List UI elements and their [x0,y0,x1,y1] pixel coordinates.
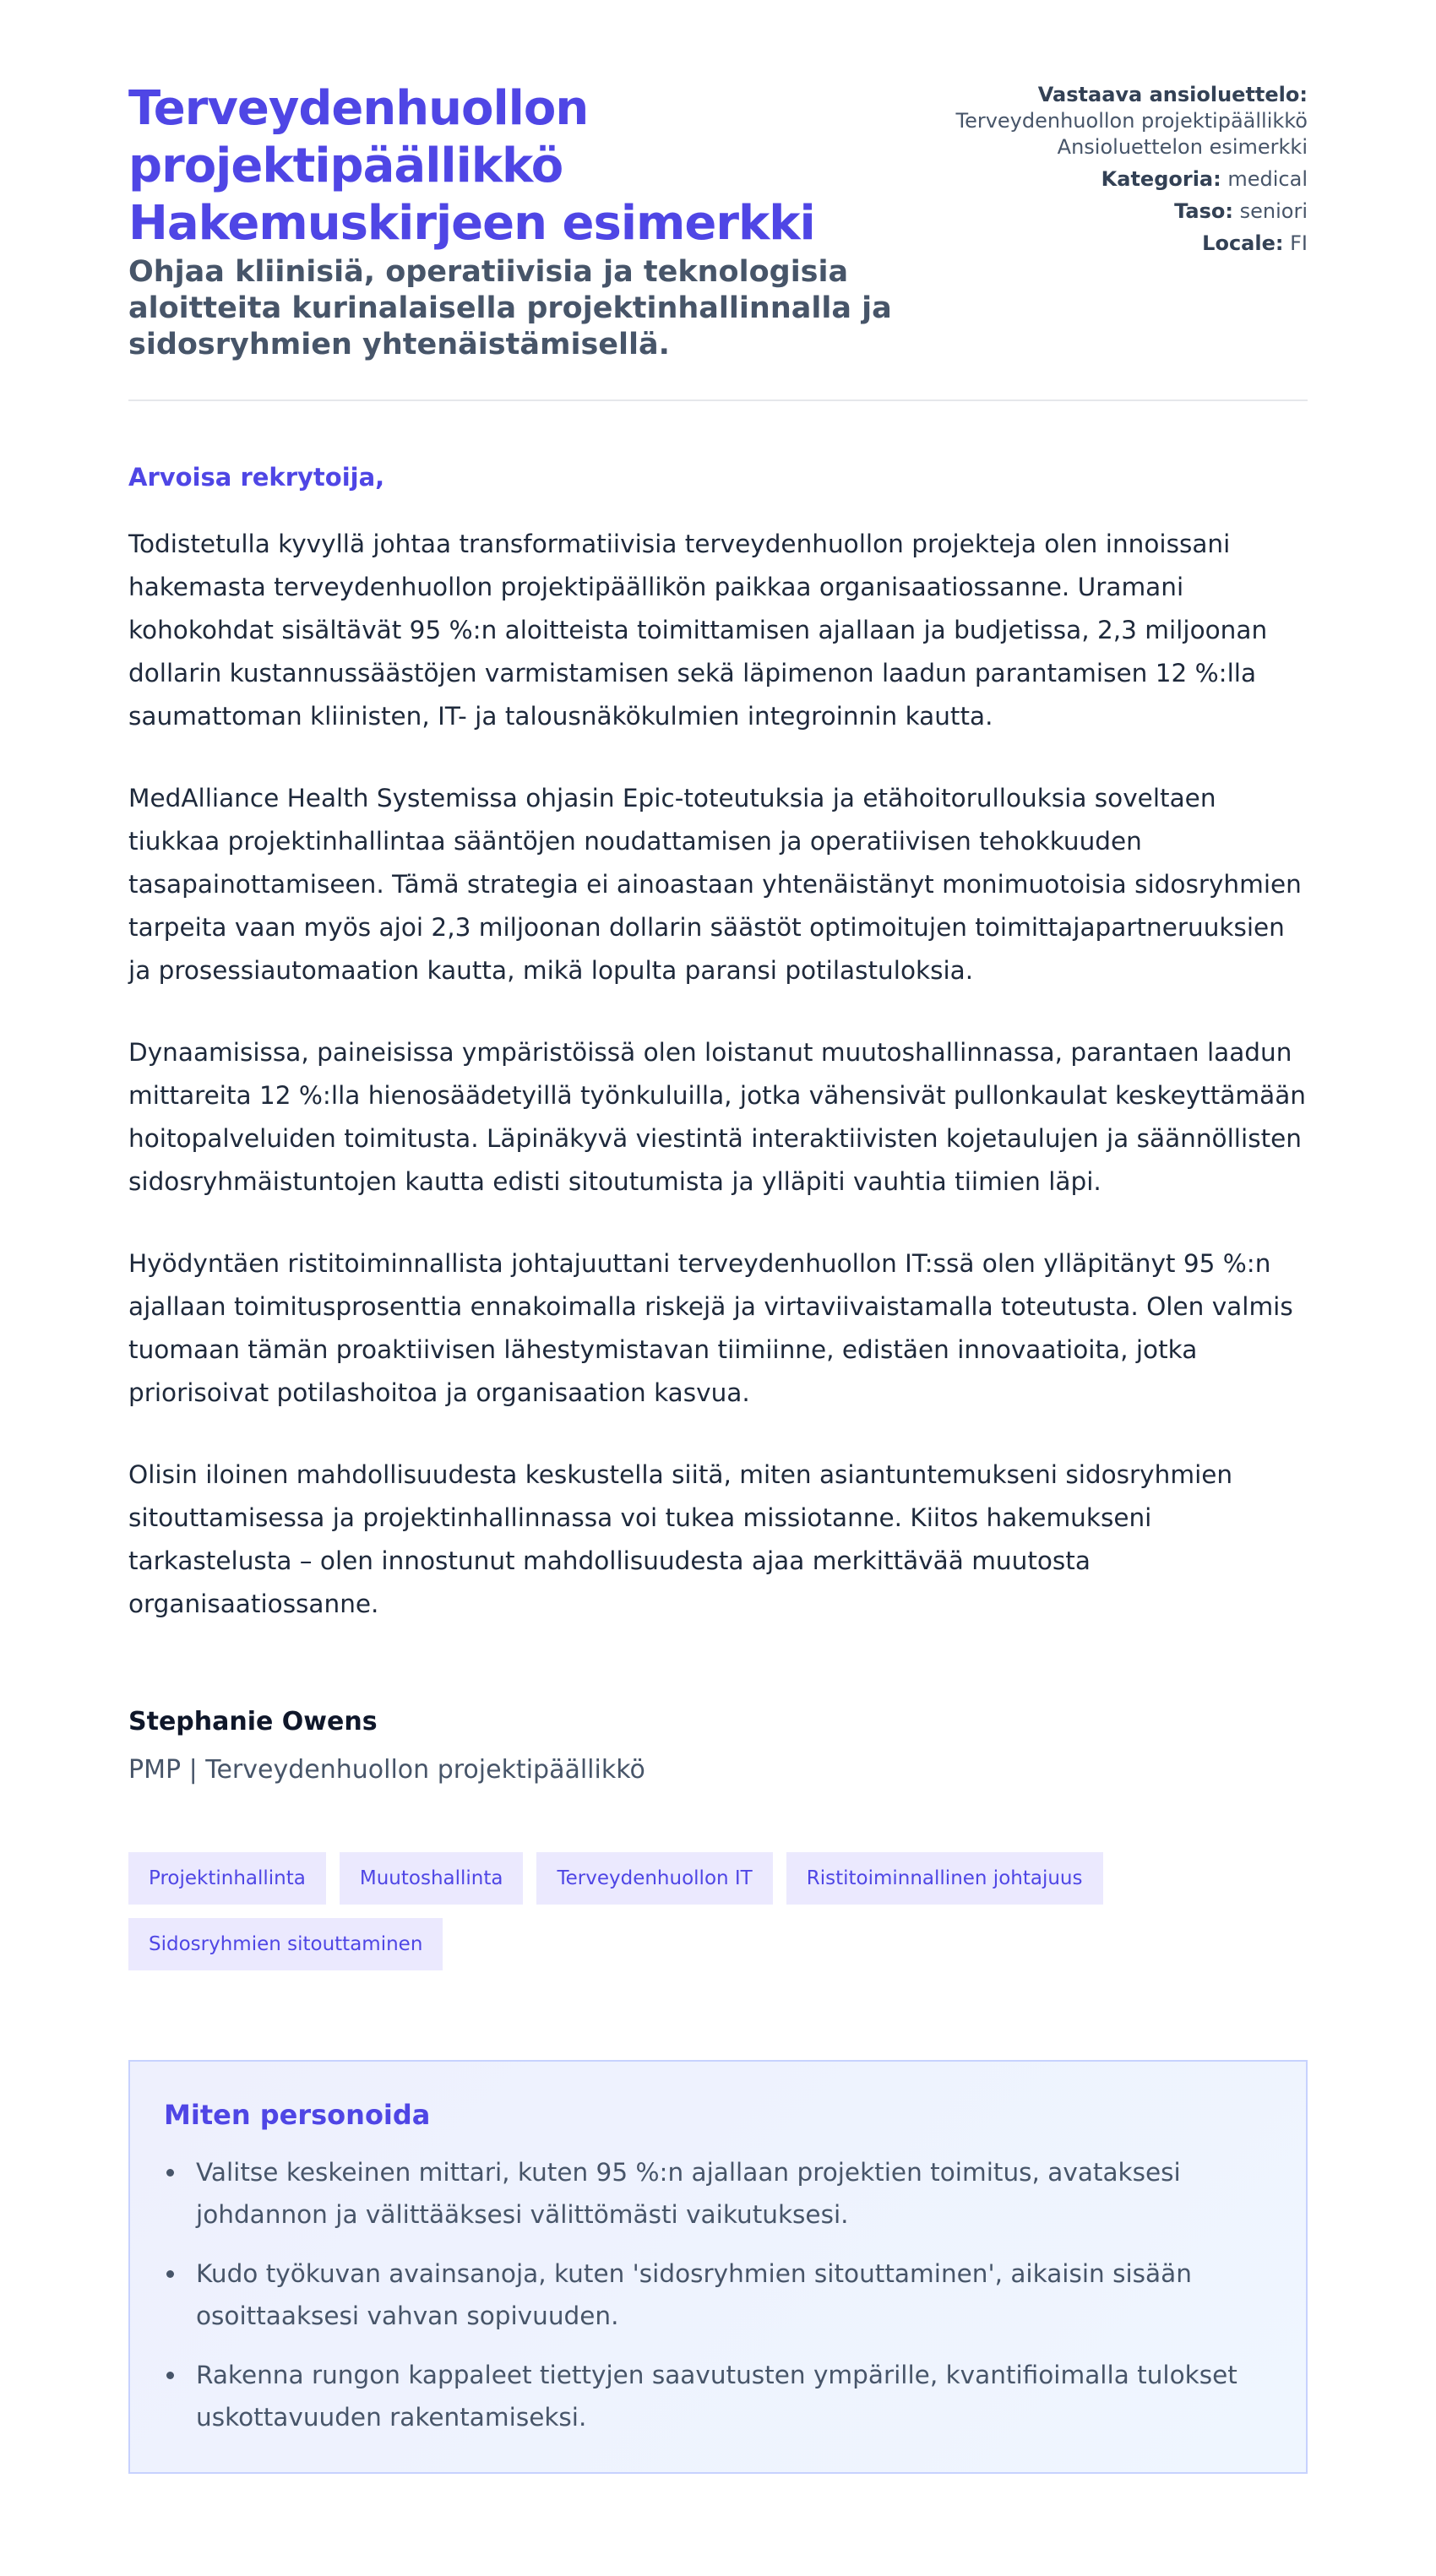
greeting: Arvoisa rekrytoija, [128,463,385,492]
tips-list [164,2151,1272,2438]
skill-tag: Sidosryhmien sitouttaminen [128,1918,443,1970]
letter-paragraph: Todistetulla kyvyllä johtaa transformatiivisia terveydenhuollon projekteja olen innoissani hakemasta terveydenhuollon projektipäällikön paikkaa organisaatiossanne. Uramani kohokohdat sisältävät 95 %:n aloitteista toimittamisen ajallaan ja budjetissa, 2,3 miljoonan dollarin kustannussäästöjen varmistamisen sekä läpimenon laadun parantamisen 12 %:lla saumattoman kliinisten, IT- ja talousnäkökulmien integroinnin kautta. [128,530,1268,731]
skill-tag: Muutoshallinta [340,1852,524,1905]
letter-body [128,460,1308,2474]
signature-name: Stephanie Owens [128,1707,378,1736]
document-header [128,0,1308,401]
tips-title: Miten personoida [164,2099,431,2131]
meta-locale [868,231,1308,257]
letter-paragraph: Dynaamisissa, paineisissa ympäristöissä olen loistanut muutoshallinnassa, parantaen laadun mittareita 12 %:lla hienosäädetyillä työnkuluilla, jotka vähensivät pullonkaulat keskeyttämään hoitopalveluiden toimitusta. Läpinäkyvä viestintä interaktiivisten kojetaulujen ja säännöllisten sidosryhmäistuntojen kautta edisti sitoutumista ja ylläpiti vauhtia tiimien läpi. [128,1038,1306,1196]
tip-item: Kudo työkuvan avainsanoja, kuten 'sidosryhmien sitouttaminen', aikaisin sisään osoittaaksesi vahvan sopivuuden. [164,2253,1272,2337]
meta-category-value: medical [1227,167,1308,191]
skill-tag: Projektinhallinta [128,1852,326,1905]
tip-item: Valitse keskeinen mittari, kuten 95 %:n ajallaan projektien toimitus, avataksesi johdannon ja välittääksesi välittömästi vaikutuksesi. [164,2151,1272,2236]
meta-category [868,166,1308,193]
meta-resume [868,82,1308,160]
skill-tag: Terveydenhuollon IT [536,1852,772,1905]
skill-tags [128,1852,1308,1984]
meta-level [868,198,1308,225]
tip-item: Rakenna rungon kappaleet tiettyjen saavutusten ympärille, kvantifioimalla tulokset uskottavuuden rakentamiseksi. [164,2354,1272,2438]
meta-category-label: Kategoria: [1101,167,1221,191]
personalization-tips [128,2060,1308,2474]
meta-panel [868,82,1308,263]
meta-level-label: Taso: [1174,199,1233,223]
meta-resume-line1[interactable]: Terveydenhuollon projektipäällikkö [955,109,1308,133]
signature [128,1704,1308,1789]
page-title: Terveydenhuollon projektipäällikkö Hakemuskirjeen esimerkki [128,81,815,251]
meta-resume-line2[interactable]: Ansioluettelon esimerkki [1057,135,1308,159]
skill-tag: Ristitoiminnallinen johtajuus [786,1852,1103,1905]
meta-level-value: seniori [1239,199,1308,223]
page-subtitle: Ohjaa kliinisiä, operatiivisia ja teknologisia aloitteita kurinalaisella projektinhallinnalla ja sidosryhmien yhtenäistämisellä. [128,255,892,361]
letter-paragraph: Hyödyntäen ristitoiminnallista johtajuuttani terveydenhuollon IT:ssä olen ylläpitänyt 95 %:n ajallaan toimitusprosenttia ennakoimalla riskejä ja virtaviivaistamalla toteutusta. Olen valmis tuomaan tämän proaktiivisen lähestymistavan tiimiinne, edistäen innovaatioita, jotka priorisoivat potilashoitoa ja organisaation kasvua. [128,1249,1293,1407]
signature-role: PMP | Terveydenhuollon projektipäällikkö [128,1755,645,1785]
meta-locale-label: Locale: [1202,231,1284,255]
letter-paragraph: MedAlliance Health Systemissa ohjasin Epic-toteutuksia ja etähoitorullouksia soveltaen tiukkaa projektinhallintaa sääntöjen noudattamisen ja operatiivisen tehokkuuden tasapainottamiseen. Tämä strategia ei ainoastaan yhtenäistänyt monimuotoisia sidosryhmien tarpeita vaan myös ajoi 2,3 miljoonan dollarin säästöt optimoitujen toimittajapartneruuksien ja prosessiautomaation kautta, mikä lopulta paransi potilastuloksia. [128,784,1302,985]
meta-locale-value: FI [1290,231,1308,255]
letter-paragraph: Olisin iloinen mahdollisuudesta keskustella siitä, miten asiantuntemukseni sidosryhmien sitouttamisessa ja projektinhallinnassa voi tukea missiotanne. Kiitos hakemukseni tarkastelusta – olen innostunut mahdollisuudesta ajaa merkittävää muutosta organisaatiossanne. [128,1460,1233,1618]
meta-resume-label: Vastaava ansioluettelo: [1037,83,1308,106]
title-block [128,80,939,363]
